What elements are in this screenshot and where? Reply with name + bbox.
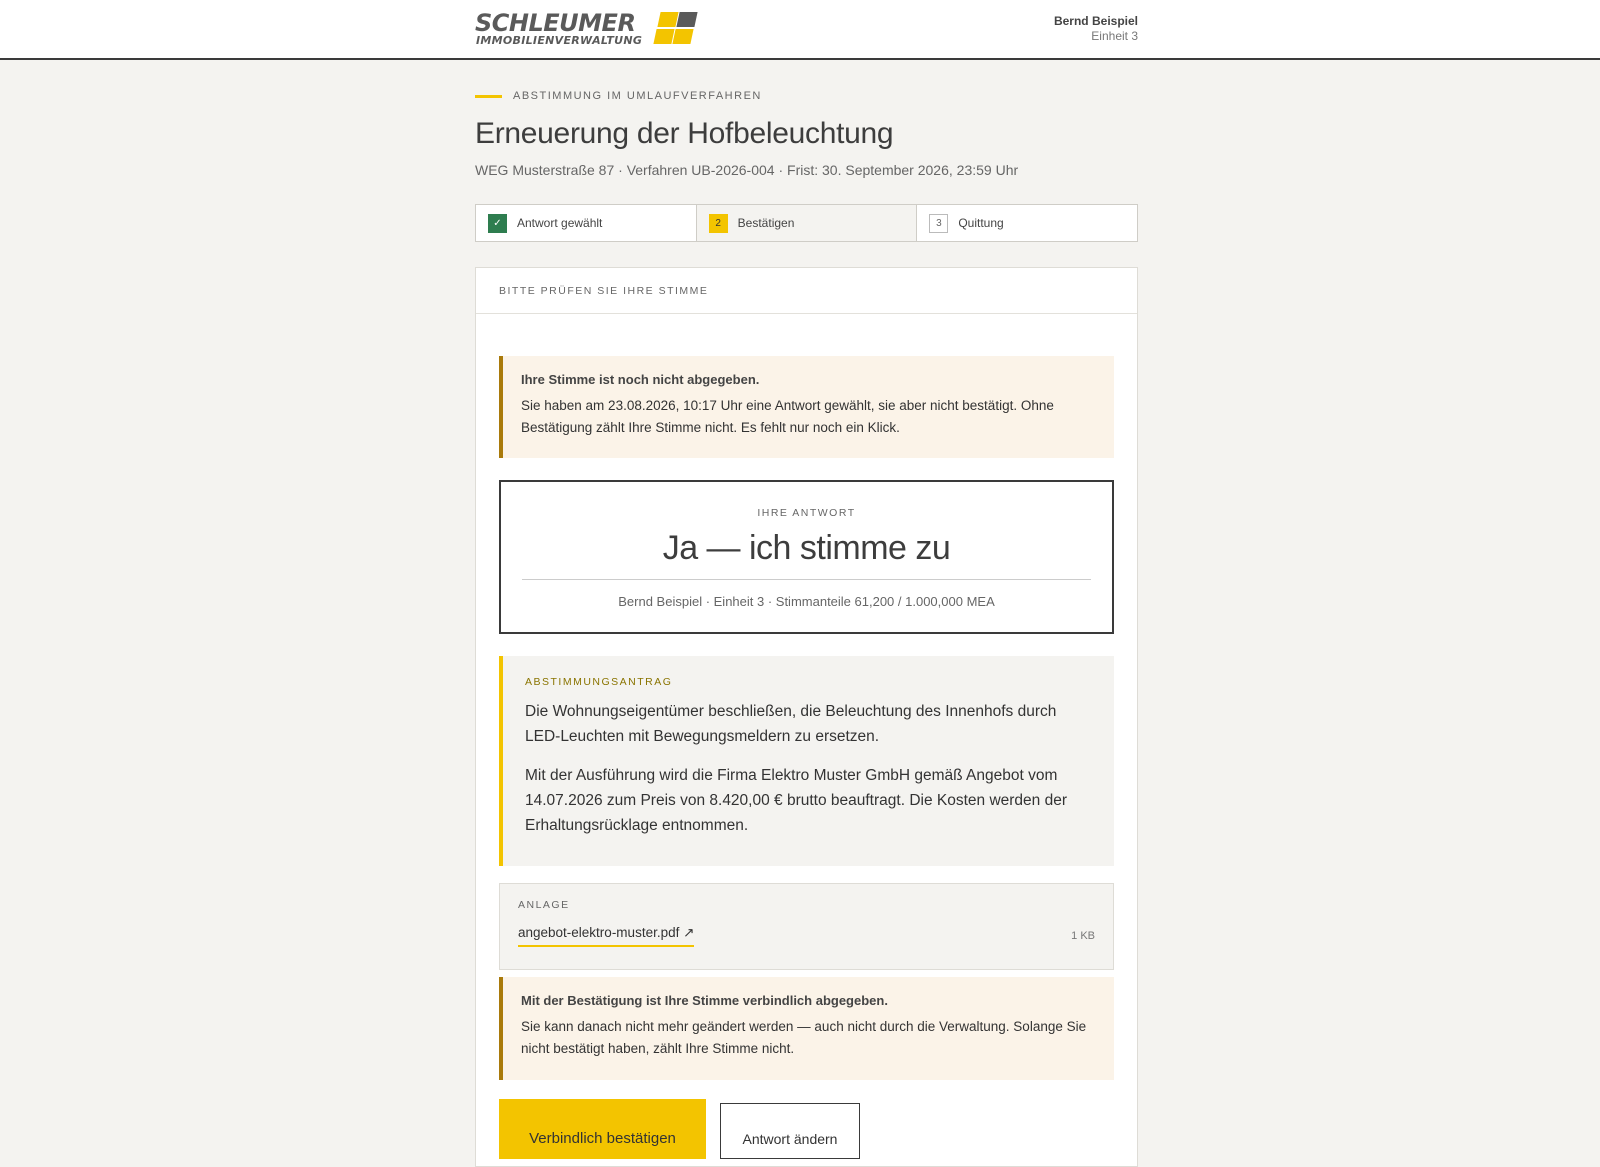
- step-label: Bestätigen: [737, 216, 795, 230]
- selected-answer-box: [499, 480, 1114, 634]
- step-answer-chosen: [476, 205, 697, 241]
- progress-steps: [475, 204, 1138, 242]
- change-answer-button[interactable]: Antwort ändern: [720, 1103, 860, 1159]
- logo-subtitle: IMMOBILIENVERWALTUNG: [476, 34, 643, 47]
- step-number-badge: 2: [709, 214, 728, 233]
- eyebrow-accent-line: [475, 95, 502, 98]
- step-label: Quittung: [958, 216, 1004, 230]
- motion-paragraph: Die Wohnungseigentümer beschließen, die Beleuchtung des Innenhofs durch LED-Leuchten mit Bewegungsmeldern zu ersetzen.: [525, 703, 1057, 745]
- attachment-box: [499, 883, 1114, 970]
- vote-pending-alert: [499, 356, 1114, 458]
- user-unit: Einheit 3: [1091, 29, 1138, 43]
- step-number-badge: 3: [929, 214, 948, 233]
- alert-title: Mit der Bestätigung ist Ihre Stimme verbindlich abgegeben.: [521, 993, 888, 1008]
- user-name: Bernd Beispiel: [1053, 14, 1138, 28]
- top-bar: [0, 0, 1600, 60]
- confirm-vote-button[interactable]: Verbindlich bestätigen: [499, 1099, 706, 1159]
- checkmark-icon: ✓: [488, 214, 507, 233]
- answer-voter-meta: Bernd Beispiel · Einheit 3 · Stimmanteile 61,200 / 1.000,000 MEA: [618, 594, 995, 609]
- answer-label: IHRE ANTWORT: [757, 507, 856, 519]
- answer-divider: [522, 579, 1091, 580]
- alert-body: Sie kann danach nicht mehr geändert werden — auch nicht durch die Verwaltung. Solange Sie nicht bestätigt haben, zählt Ihre Stimme nicht.: [521, 1019, 1087, 1056]
- page-eyebrow: [475, 90, 762, 102]
- answer-value: Ja — ich stimme zu: [662, 529, 951, 567]
- card-header: BITTE PRÜFEN SIE IHRE STIMME: [476, 268, 1137, 314]
- motion-paragraph: Mit der Ausführung wird die Firma Elektro Muster GmbH gemäß Angebot vom 14.07.2026 zum Preis von 8.420,00 € brutto beauftragt. Die Kosten werden der Erhaltungsrücklage entnommen.: [525, 767, 1067, 834]
- company-logo[interactable]: [475, 10, 700, 48]
- attachment-filename: angebot-elektro-muster.pdf: [518, 925, 680, 940]
- attachment-link[interactable]: [518, 925, 694, 947]
- logo-mark-icon: [655, 12, 695, 46]
- eyebrow-label: ABSTIMMUNG IM UMLAUFVERFAHREN: [513, 90, 762, 102]
- vote-review-card: [475, 267, 1138, 1167]
- attachment-size: 1 KB: [1071, 930, 1095, 942]
- external-link-icon: ↗: [683, 925, 695, 940]
- binding-vote-alert: [499, 977, 1114, 1080]
- step-receipt: [917, 205, 1137, 241]
- page-meta: WEG Musterstraße 87 · Verfahren UB-2026-004 · Frist: 30. September 2026, 23:59 Uhr: [475, 162, 1019, 178]
- page-title: Erneuerung der Hofbeleuchtung: [475, 117, 894, 150]
- alert-title: Ihre Stimme ist noch nicht abgegeben.: [521, 372, 760, 387]
- logo-name: SCHLEUMER: [475, 9, 636, 37]
- user-info[interactable]: [1054, 14, 1138, 44]
- step-label: Antwort gewählt: [517, 216, 603, 230]
- alert-body: Sie haben am 23.08.2026, 10:17 Uhr eine Antwort gewählt, sie aber nicht bestätigt. Ohne Bestätigung zählt Ihre Stimme nicht. Es fehlt nur noch ein Klick.: [521, 398, 1054, 435]
- attachment-row: [518, 925, 1095, 947]
- motion-label: ABSTIMMUNGSANTRAG: [525, 676, 673, 688]
- motion-text-box: [499, 656, 1114, 866]
- step-confirm: [697, 205, 918, 241]
- attachment-label: ANLAGE: [518, 899, 570, 911]
